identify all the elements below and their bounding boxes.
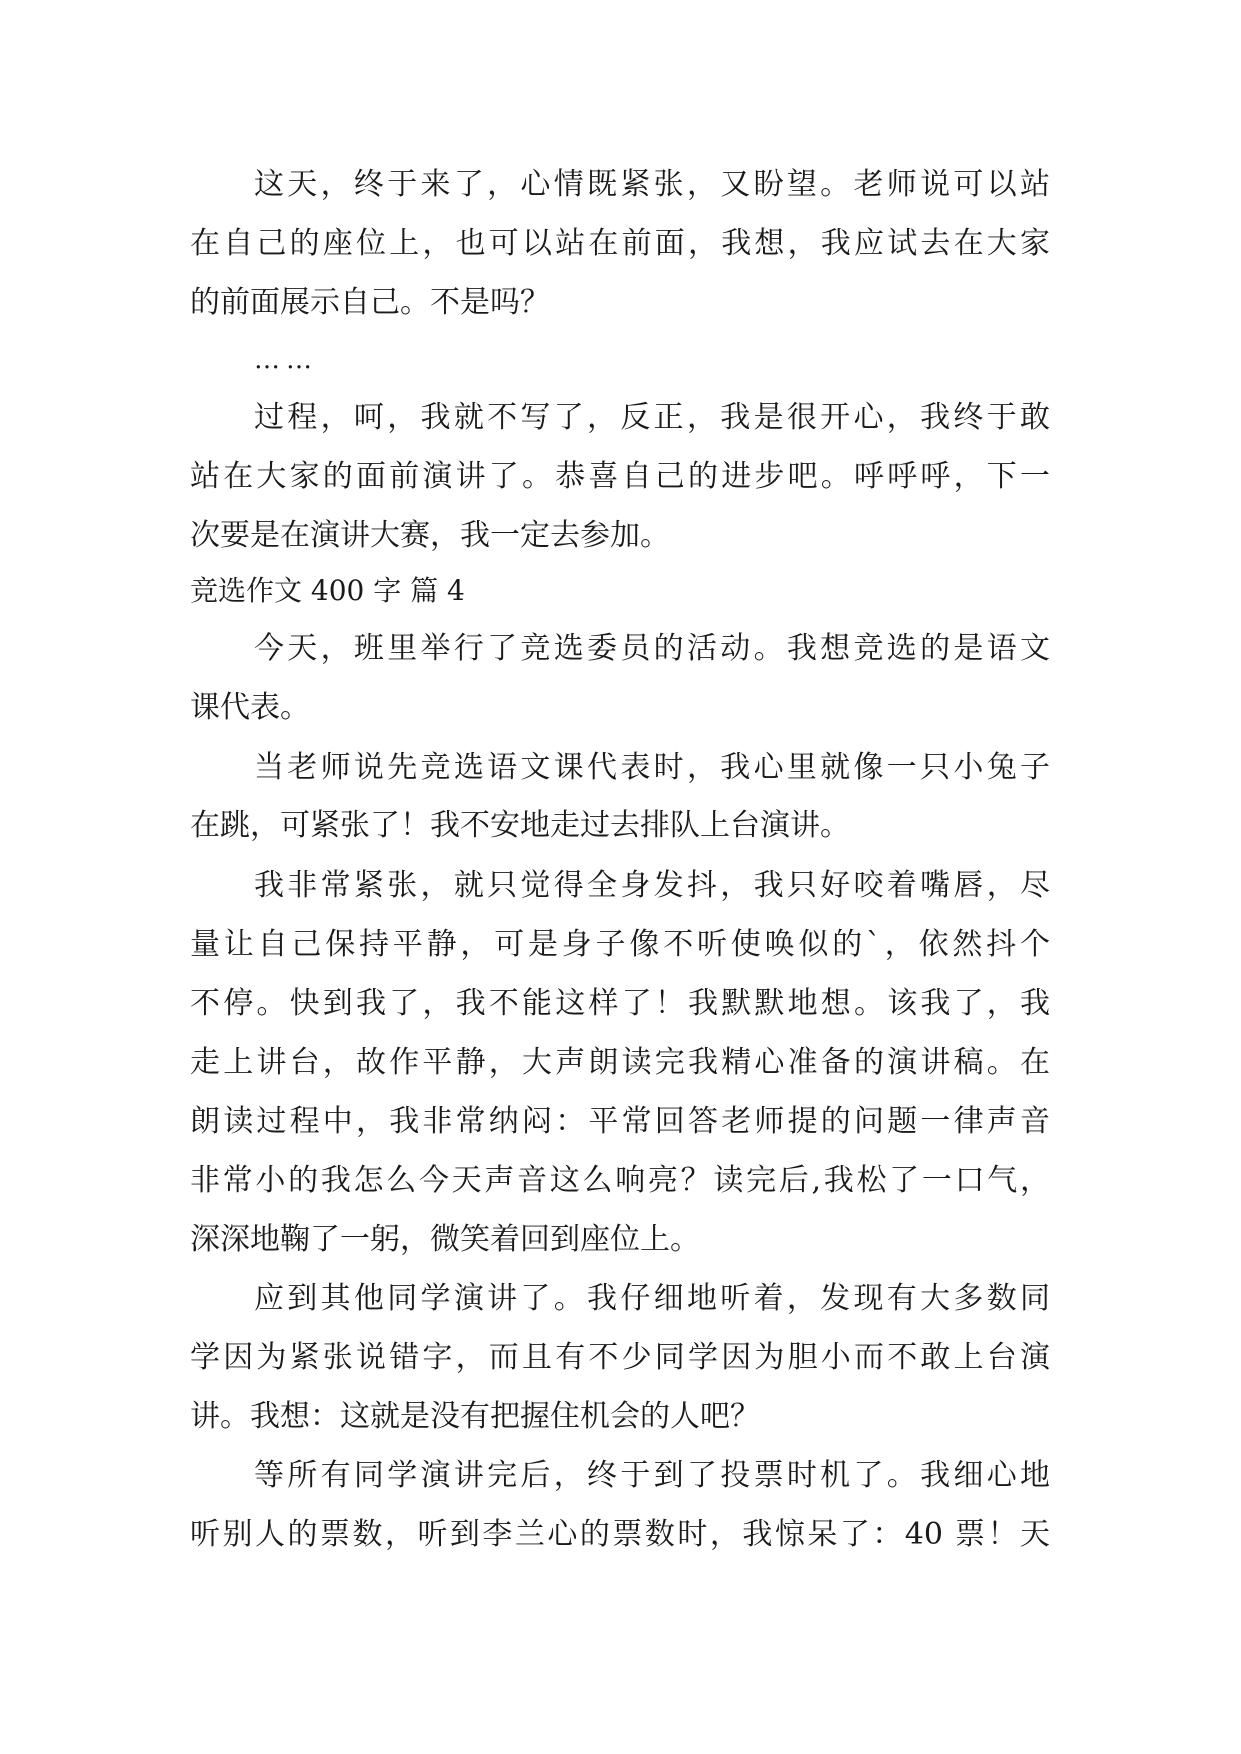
text-line: 在自己的座位上，也可以站在前面，我想，我应试去在大家 — [190, 226, 1050, 261]
text-line: 量让自己保持平静，可是身子像不听使唤似的`，依然抖个 — [190, 927, 1050, 962]
text-line: 课代表。 — [190, 690, 310, 725]
text-line: 在跳，可紧张了！我不安地走过去排队上台演讲。 — [190, 808, 850, 843]
text-line: 讲。我想：这就是没有把握住机会的人吧？ — [190, 1399, 760, 1434]
text-line: 应到其他同学演讲了。我仔细地听着，发现有大多数同 — [254, 1281, 1050, 1316]
text-line: 等所有同学演讲完后，终于到了投票时机了。我细心地 — [254, 1458, 1050, 1493]
ellipsis-text: …… — [254, 345, 318, 375]
text-line: 今天，班里举行了竞选委员的活动。我想竞选的是语文 — [254, 631, 1050, 666]
text-line: 站在大家的面前演讲了。恭喜自己的进步吧。呼呼呼，下一 — [190, 459, 1050, 494]
text-line: 学因为紧张说错字，而且有不少同学因为胆小而不敢上台演 — [190, 1340, 1050, 1375]
text-line: 朗读过程中，我非常纳闷：平常回答老师提的问题一律声音 — [190, 1104, 1050, 1139]
text-line: 深深地鞠了一躬，微笑着回到座位上。 — [190, 1222, 700, 1257]
text-line: 这天，终于来了，心情既紧张，又盼望。老师说可以站 — [254, 167, 1050, 202]
text-line: 过程，呵，我就不写了，反正，我是很开心，我终于敢 — [254, 400, 1050, 435]
section-heading: 竞选作文 400 字 篇 4 — [190, 574, 465, 607]
text-line: 我非常紧张，就只觉得全身发抖，我只好咬着嘴唇，尽 — [254, 868, 1050, 903]
text-line: 当老师说先竞选语文课代表时，我心里就像一只小兔子 — [254, 750, 1050, 785]
text-line: 不停。快到我了，我不能这样了！我默默地想。该我了，我 — [190, 986, 1050, 1021]
text-line: 的前面展示自己。不是吗？ — [190, 285, 550, 320]
text-line: 听别人的票数，听到李兰心的票数时，我惊呆了：40 票！天 — [190, 1517, 1050, 1552]
text-line: 走上讲台，故作平静，大声朗读完我精心准备的演讲稿。在 — [190, 1045, 1050, 1080]
text-line: 非常小的我怎么今天声音这么响亮？读完后,我松了一口气， — [190, 1163, 1050, 1198]
text-line: 次要是在演讲大赛，我一定去参加。 — [190, 518, 670, 553]
